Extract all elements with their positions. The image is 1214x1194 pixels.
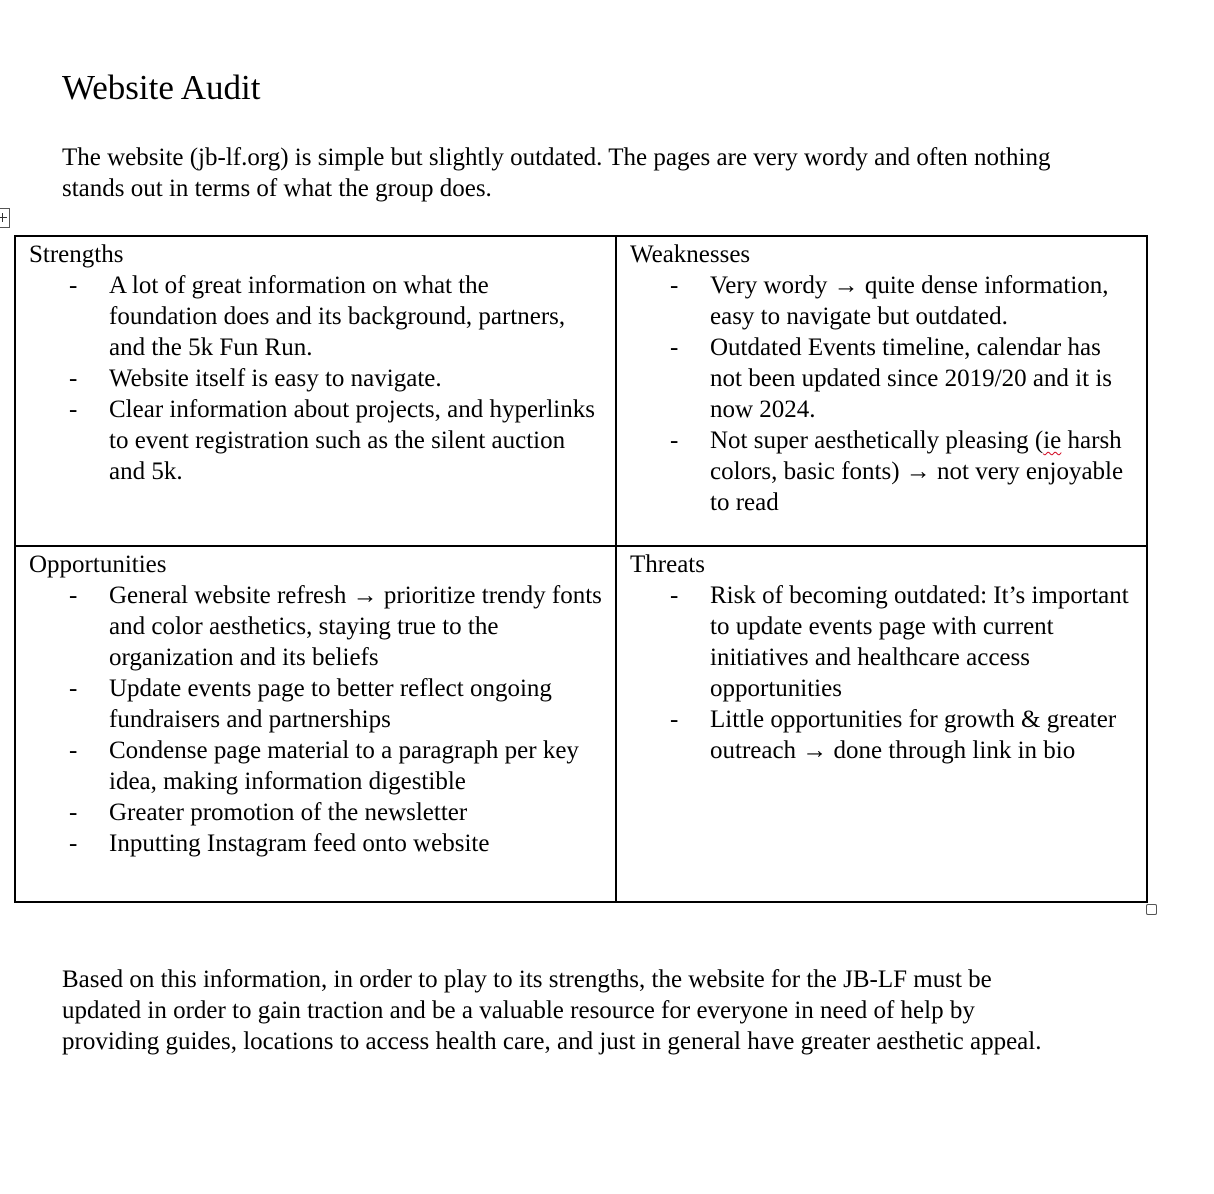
- bullet-dash: -: [69, 737, 78, 764]
- opportunities-heading: Opportunities: [29, 551, 167, 578]
- list-item: [29, 394, 603, 487]
- bullet-dash: -: [69, 396, 78, 423]
- strengths-heading: Strengths: [29, 241, 124, 268]
- list-item-text: Website itself is easy to navigate.: [109, 365, 442, 392]
- list-item-text: [710, 427, 1123, 516]
- threats-list: [630, 580, 1134, 766]
- list-item: [29, 673, 603, 735]
- list-item-text: Condense page material to a paragraph per key idea, making information digestible: [109, 737, 579, 795]
- opportunities-list: [29, 580, 603, 859]
- list-item-text: Risk of becoming outdated: It’s important to update events page with current initiatives and healthcare access opportunities: [710, 582, 1129, 702]
- strengths-cell[interactable]: [15, 236, 616, 546]
- bullet-dash: -: [69, 799, 78, 826]
- threats-heading: Threats: [630, 551, 705, 578]
- swot-row-top: [15, 236, 1147, 546]
- table-move-handle-icon[interactable]: [0, 208, 10, 228]
- list-item-text: Clear information about projects, and hyperlinks to event registration such as the silent auction and 5k.: [109, 396, 595, 485]
- intro-paragraph: The website (jb-lf.org) is simple but slightly outdated. The pages are very wordy and often nothing stands out in terms of what the group does.: [62, 144, 1051, 202]
- swot-table: [14, 235, 1148, 903]
- weaknesses-list: [630, 270, 1134, 518]
- list-item: [29, 828, 603, 859]
- bullet-dash: -: [670, 427, 679, 454]
- bullet-dash: -: [670, 334, 679, 361]
- list-item-text: General website refresh → prioritize trendy fonts and color aesthetics, staying true to the organization and its beliefs: [109, 582, 602, 671]
- list-item: [630, 580, 1134, 704]
- list-item: [630, 704, 1134, 766]
- bullet-dash: -: [69, 830, 78, 857]
- weaknesses-heading: Weaknesses: [630, 241, 751, 268]
- list-item: [630, 425, 1134, 518]
- list-item: [29, 797, 603, 828]
- text-segment: Not super aesthetically pleasing (: [710, 427, 1044, 454]
- list-item-text: Inputting Instagram feed onto website: [109, 830, 490, 857]
- list-item-text: A lot of great information on what the foundation does and its background, partners, and the 5k Fun Run.: [109, 272, 566, 361]
- bullet-dash: -: [670, 706, 679, 733]
- spellcheck-flagged-word[interactable]: ie: [1043, 427, 1062, 454]
- list-item: [630, 270, 1134, 332]
- opportunities-cell[interactable]: [15, 546, 616, 902]
- list-item: [29, 270, 603, 363]
- document-title: Website Audit: [62, 68, 261, 107]
- threats-cell[interactable]: [616, 546, 1147, 902]
- bullet-dash: -: [69, 675, 78, 702]
- bullet-dash: -: [670, 582, 679, 609]
- bullet-dash: -: [69, 365, 78, 392]
- weaknesses-cell[interactable]: [616, 236, 1147, 546]
- list-item: [630, 332, 1134, 425]
- list-item: [29, 580, 603, 673]
- strengths-list: [29, 270, 603, 487]
- list-item-text: Outdated Events timeline, calendar has not been updated since 2019/20 and it is now 2024.: [710, 334, 1113, 423]
- list-item-text: Update events page to better reflect ongoing fundraisers and partnerships: [109, 675, 552, 733]
- bullet-dash: -: [69, 582, 78, 609]
- list-item-text: Greater promotion of the newsletter: [109, 799, 468, 826]
- bullet-dash: -: [69, 272, 78, 299]
- list-item-text: Very wordy → quite dense information, easy to navigate but outdated.: [710, 272, 1109, 330]
- bullet-dash: -: [670, 272, 679, 299]
- list-item: [29, 363, 603, 394]
- list-item: [29, 735, 603, 797]
- table-resize-handle-icon[interactable]: [1146, 904, 1157, 915]
- text-segment: harsh colors, basic fonts) → not very enjoyable to read: [710, 427, 1124, 516]
- list-item-text: Little opportunities for growth & greater outreach → done through link in bio: [710, 706, 1117, 764]
- conclusion-paragraph: Based on this information, in order to play to its strengths, the website for the JB-LF must be updated in order to gain traction and be a valuable resource for everyone in need of help by providing guides, locations to access health care, and just in general have greater aesthetic appeal.: [62, 966, 1042, 1055]
- swot-row-bottom: [15, 546, 1147, 902]
